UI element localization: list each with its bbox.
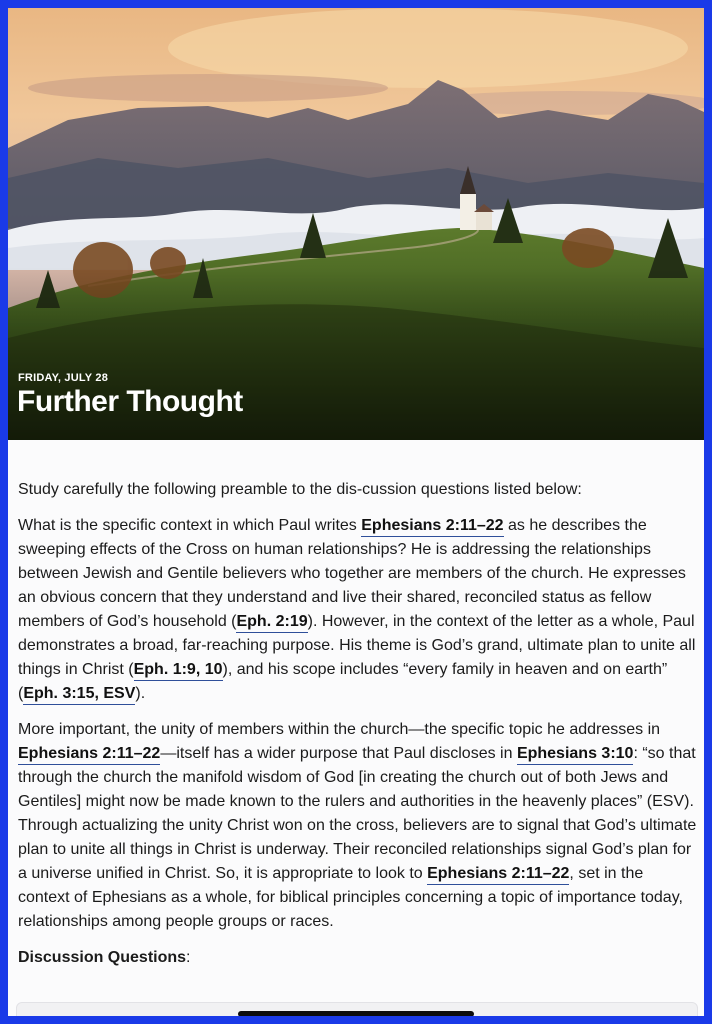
scripture-link[interactable]: Ephesians 2:11–22: [18, 745, 160, 765]
discussion-label: Discussion Questions: [18, 949, 187, 966]
scripture-link[interactable]: Ephesians 2:11–22: [427, 865, 569, 885]
text-span: ), and his scope includes “every family in heaven and on earth” (: [18, 661, 668, 702]
hero-landscape-image: [8, 8, 704, 440]
text-span: as he describes the sweeping effects of the Cross on human relationships? He is addressing the relationships between Jewish and Gentile believers who together are members of the church. He expresses an obvious concern that they understand and live their shared, reconciled status as fellow members of God’s household (: [18, 517, 686, 630]
discussion-colon: :: [186, 949, 191, 966]
paragraph-context: [18, 514, 698, 706]
discussion-heading: [18, 946, 698, 970]
page-title: Further Thought: [17, 385, 243, 418]
scripture-link[interactable]: Ephesians 2:11–22: [361, 517, 503, 537]
hero-banner: [8, 8, 704, 440]
text-span: ).: [135, 685, 146, 702]
text-span: : “so that through the church the manifold wisdom of God [in creating the church out of both Jews and Gentiles] might now be made known to the rulers and authorities in the heavenly places” (ESV). Through actualizing the unity Christ won on the cross, believers are to signal that God’s ultimate plan to unite all things in Christ is underway. Their reconciled relationships signal God’s plan for a universe unified in Christ. So, it is appropriate to look to: [18, 745, 697, 882]
scripture-link[interactable]: Eph. 3:15, ESV: [23, 685, 135, 705]
scripture-link[interactable]: Eph. 2:19: [236, 613, 307, 633]
scripture-link[interactable]: Eph. 1:9, 10: [134, 661, 223, 681]
text-span: —itself has a wider purpose that Paul discloses in: [160, 745, 517, 762]
text-span: , set in the context of Ephesians as a whole, for biblical principles concerning a topic of importance today, relationships among people groups or races.: [18, 865, 683, 930]
paragraph-unity: [18, 718, 698, 934]
text-span: ). However, in the context of the letter as a whole, Paul demonstrates a broad, far-reaching purpose. His theme is God’s grand, ultimate plan to unite all things in Christ (: [18, 613, 696, 678]
date-label: FRIDAY, JULY 28: [18, 372, 109, 384]
app-frame: [8, 8, 704, 1016]
article-body: [18, 478, 698, 982]
home-indicator[interactable]: [238, 1011, 474, 1016]
text-span: What is the specific context in which Paul writes: [18, 517, 362, 534]
text-span: More important, the unity of members within the church—the specific topic he addresses in: [18, 721, 661, 738]
intro-paragraph: Study carefully the following preamble to the dis-cussion questions listed below:: [18, 481, 582, 498]
scripture-link[interactable]: Ephesians 3:10: [517, 745, 634, 765]
